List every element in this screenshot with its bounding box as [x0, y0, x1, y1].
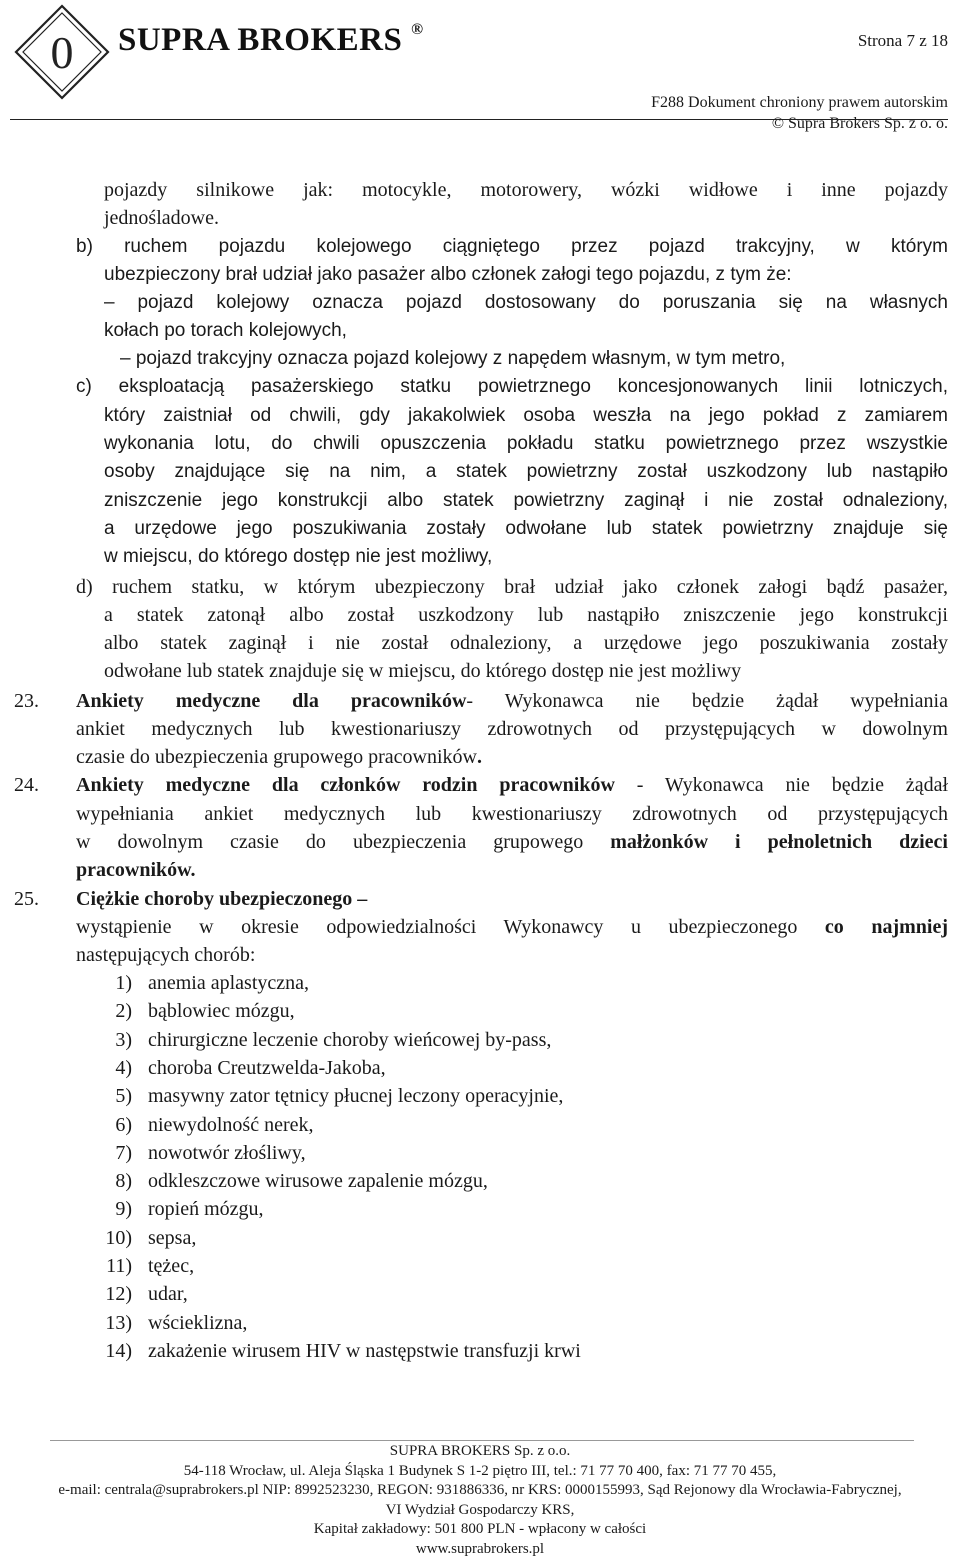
disease-name: niewydolność nerek, — [148, 1113, 314, 1136]
body-line: kołach po torach kolejowych, — [104, 320, 347, 341]
body-line: odwołane lub statek znajduje się w miejscu, do którego dostęp nie jest możliwy — [104, 660, 742, 682]
disease-name: chirurgiczne leczenie choroby wieńcowej by-pass, — [148, 1028, 552, 1051]
copyright-line-2: © Supra Brokers Sp. z o. o. — [771, 115, 948, 132]
body-line: pojazdy silnikowe jak: motocykle, motorowery, wózki widłowe i inne pojazdy — [104, 179, 948, 201]
body-line: czasie do ubezpieczenia grupowego pracowników. — [76, 746, 482, 768]
body-line: wystąpienie w okresie odpowiedzialności Wykonawcy u ubezpieczonego co najmniej — [76, 916, 948, 938]
disease-number: 7) — [115, 1141, 132, 1164]
disease-name: nowotwór złośliwy, — [148, 1141, 306, 1164]
body-line: wykonania lotu, do chwili opuszczenia pokładu statku powietrznego przez wszystkie — [104, 433, 948, 454]
body-line: wypełniania ankiet medycznych lub kwestionariuszy zdrowotnych od przystępujących — [76, 803, 948, 825]
body-line: jednośladowe. — [104, 207, 219, 229]
disease-number: 6) — [115, 1113, 132, 1136]
section-number-23: 23. — [14, 690, 39, 712]
disease-number: 8) — [115, 1170, 132, 1193]
disease-number: 2) — [115, 1000, 132, 1023]
body-line: w miejscu, do którego dostęp nie jest możliwy, — [104, 546, 493, 567]
body-line: w dowolnym czasie do ubezpieczenia grupowego małżonków i pełnoletnich dzieci — [76, 831, 948, 853]
body-line: następujących chorób: — [76, 944, 256, 966]
disease-name: sepsa, — [148, 1226, 197, 1249]
disease-name: anemia aplastyczna, — [148, 972, 310, 994]
section-24-title: Ankiety medyczne dla członków rodzin pracowników — [76, 774, 615, 796]
body-line: ankiet medycznych lub kwestionariuszy zdrowotnych od przystępujących w dowolnym — [76, 718, 948, 740]
brand-name: SUPRA BROKERS ® — [118, 21, 424, 58]
section-23-heading: Ankiety medyczne dla pracowników- Wykonawca nie będzie żądał wypełniania — [76, 690, 948, 712]
body-line: który zaistniał od chwili, gdy jakakolwiek osoba weszła na jego pokład z zamiarem — [104, 405, 948, 426]
body-line: pracowników. — [76, 859, 196, 881]
list-item-c: c) eksploatacją pasażerskiego statku powietrznego koncesjonowanych linii lotniczych, — [76, 376, 948, 397]
section-23-title: Ankiety medyczne dla pracowników — [76, 690, 467, 712]
disease-name: tężec, — [148, 1255, 195, 1277]
body-line: – pojazd trakcyjny oznacza pojazd kolejowy z napędem własnym, w tym metro, — [120, 348, 786, 369]
disease-name: ropień mózgu, — [148, 1198, 264, 1221]
footer-capital: Kapitał zakładowy: 501 800 PLN - wpłacony w całości — [313, 1521, 647, 1537]
body-line: zniszczenie jego konstrukcji albo statek powietrzny zaginął i nie został odnaleziony, — [104, 490, 948, 511]
footer-website: www.suprabrokers.pl — [415, 1540, 545, 1557]
section-number-25: 25. — [14, 888, 39, 910]
copyright-note — [651, 92, 948, 134]
page-footer — [0, 1442, 960, 1559]
disease-number: 9) — [115, 1198, 132, 1221]
page-header — [0, 0, 960, 132]
disease-name: udar, — [148, 1283, 188, 1306]
disease-name: wścieklizna, — [148, 1311, 248, 1334]
disease-number: 4) — [115, 1056, 132, 1079]
header-divider — [10, 119, 948, 120]
disease-name: odkleszczowe wirusowe zapalenie mózgu, — [148, 1170, 488, 1193]
footer-divider — [50, 1440, 914, 1441]
list-item-b: b) ruchem pojazdu kolejowego ciągniętego przez pojazd trakcyjny, w którym — [76, 236, 948, 257]
registered-mark: ® — [411, 21, 424, 38]
section-25-heading: Ciężkie choroby ubezpieczonego – — [76, 888, 368, 910]
disease-number: 3) — [115, 1028, 132, 1051]
svg-text:0: 0 — [50, 27, 74, 78]
body-line: albo statek zaginął i nie został odnaleziony, a urzędowe jego poszukiwania zostały — [104, 632, 948, 654]
disease-name: choroba Creutzwelda-Jakoba, — [148, 1056, 386, 1079]
disease-number: 12) — [105, 1283, 132, 1306]
disease-number: 13) — [105, 1311, 132, 1334]
body-line: osoby znajdujące się na nim, a statek powietrzny został uszkodzony lub nastąpiło — [104, 461, 948, 482]
section-number-24: 24. — [14, 774, 39, 796]
list-item-d: d) ruchem statku, w którym ubezpieczony brał udział jako członek załogi bądź pasażer, — [76, 576, 948, 598]
body-line: a statek zatonął albo został uszkodzony lub nastąpiło zniszczenie jego konstrukcji — [104, 604, 948, 626]
disease-name: bąblowiec mózgu, — [148, 1000, 295, 1023]
footer-court: VI Wydział Gospodarczy KRS, — [385, 1501, 575, 1518]
section-25-title: Ciężkie choroby ubezpieczonego — [76, 888, 353, 910]
body-line: – pojazd kolejowy oznacza pojazd dostosowany do poruszania się na własnych — [104, 292, 948, 313]
disease-name: masywny zator tętnicy płucnej leczony operacyjnie, — [148, 1085, 564, 1108]
section-24-heading: Ankiety medyczne dla członków rodzin pracowników - Wykonawca nie będzie żądał — [76, 774, 948, 796]
disease-number: 14) — [105, 1339, 132, 1362]
disease-number: 5) — [115, 1085, 132, 1108]
disease-number: 10) — [105, 1226, 132, 1249]
disease-number: 1) — [115, 972, 132, 994]
body-line: a urzędowe jego poszukiwania zostały odwołane lub statek powietrzny znajduje się — [104, 518, 948, 539]
disease-name: zakażenie wirusem HIV w następstwie transfuzji krwi — [148, 1339, 581, 1362]
footer-company: SUPRA BROKERS Sp. z o.o. — [389, 1443, 571, 1459]
footer-address: 54-118 Wrocław, ul. Aleja Śląska 1 Budynek S 1-2 piętro III, tel.: 71 77 70 400, fax: 71 77 70 455, — [183, 1462, 777, 1479]
disease-number: 11) — [106, 1255, 132, 1277]
page-number: Strona 7 z 18 — [857, 31, 948, 50]
body-line: ubezpieczony brał udział jako pasażer albo członek załogi tego pojazdu, z tym że: — [104, 264, 792, 285]
footer-registry: e-mail: centrala@suprabrokers.pl NIP: 8992523230, REGON: 931886336, nr KRS: 0000155993, Sąd Rejonowy dla Wrocławia-Fabrycznej, — [58, 1482, 902, 1498]
supra-brokers-logo — [14, 4, 110, 100]
copyright-line-1: F288 Dokument chroniony prawem autorskim — [651, 94, 948, 111]
